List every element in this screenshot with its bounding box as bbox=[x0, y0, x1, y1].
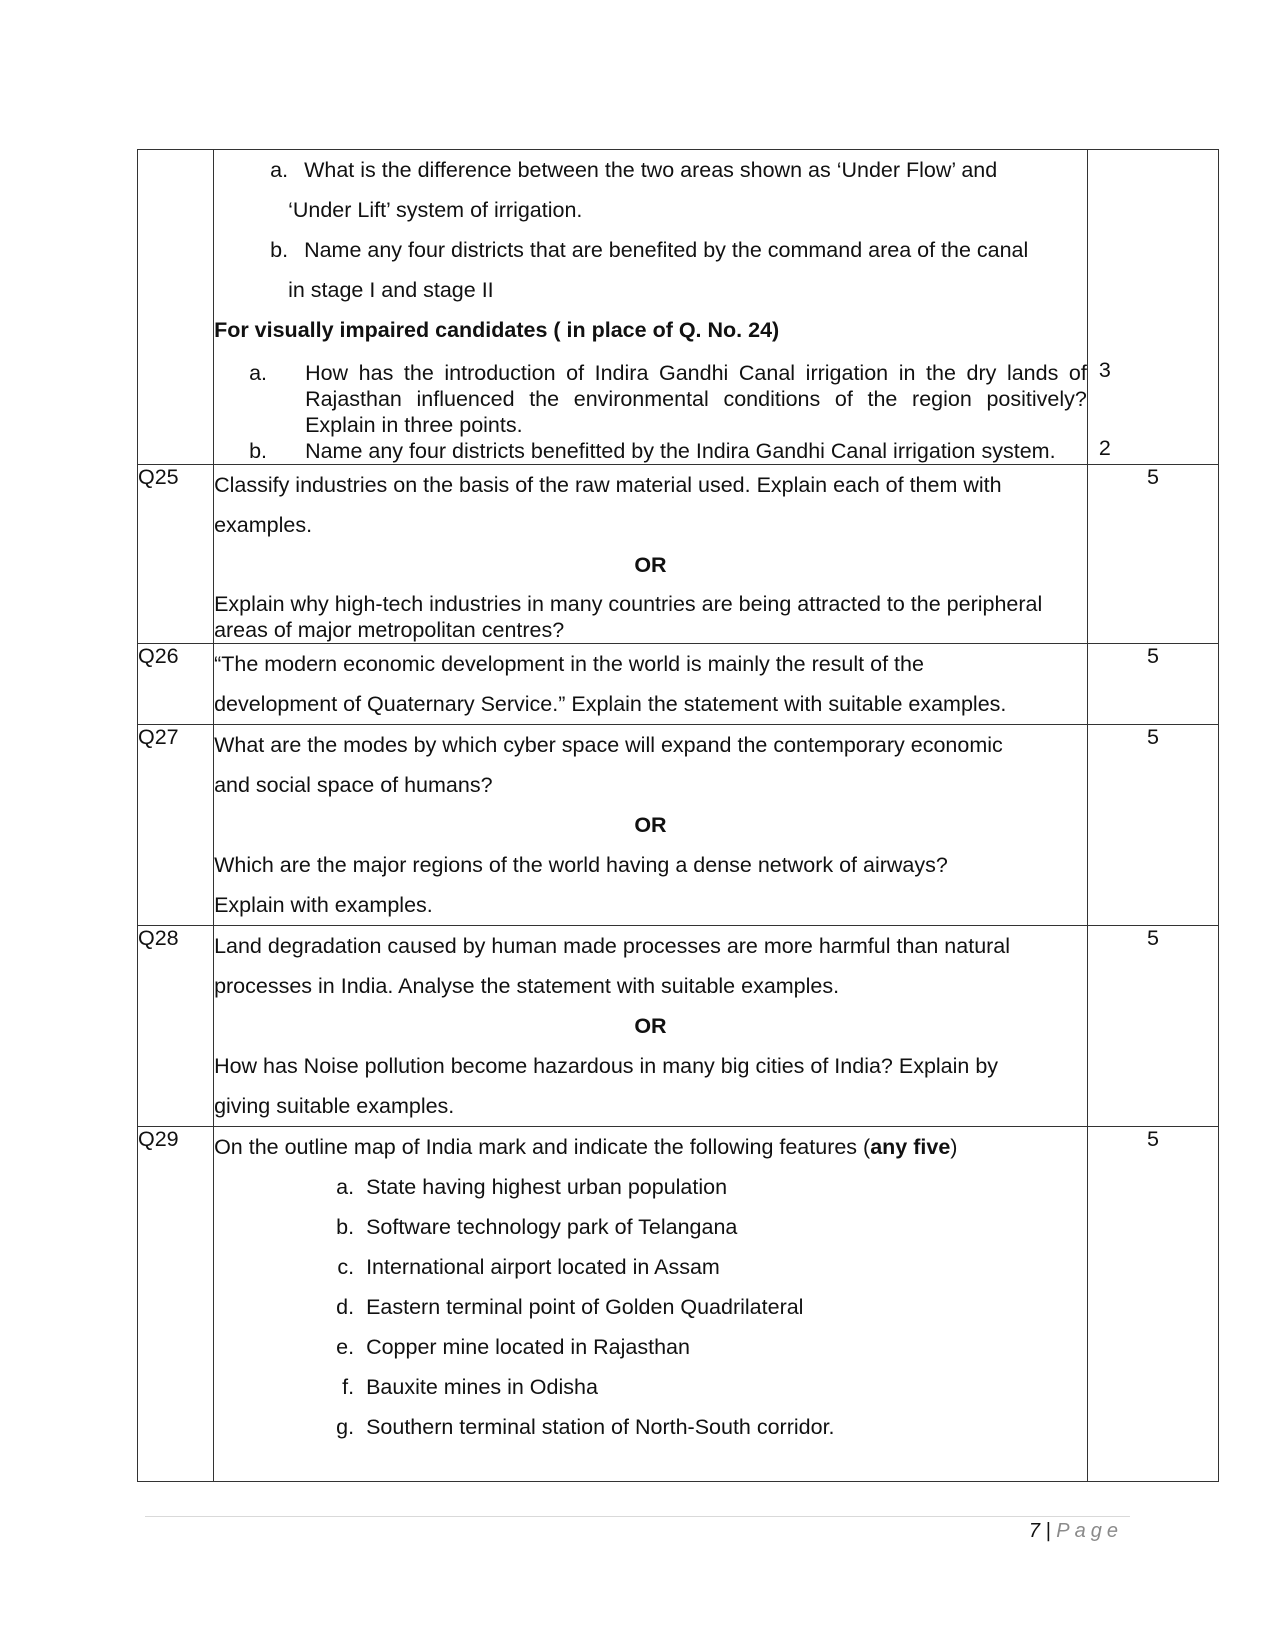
q24-part-a: a. What is the difference between the two areas shown as ‘Under Flow’ and ‘Under Lift’ system of irrigation. bbox=[214, 150, 1087, 230]
question-number: Q26 bbox=[138, 644, 214, 725]
list-item: a. State having highest urban population bbox=[336, 1175, 728, 1199]
question-row-q29 bbox=[138, 1127, 1219, 1482]
question-row-q28 bbox=[138, 926, 1219, 1127]
vi-part-b-marks: 2 bbox=[1098, 436, 1111, 460]
marks: 5 bbox=[1087, 1127, 1218, 1482]
vi-part-a: a. How has the introduction of Indira Gandhi Canal irrigation in the dry lands of Rajasthan influenced the environmental conditions of the region positively? Explain in three points. bbox=[249, 361, 1087, 437]
marks-cell bbox=[1087, 150, 1218, 465]
or-divider: OR bbox=[634, 553, 667, 577]
questions-table bbox=[137, 149, 1219, 1482]
vi-part-a-marks: 3 bbox=[1098, 358, 1111, 382]
q24-continued-row bbox=[138, 150, 1219, 465]
list-item: e. Copper mine located in Rajasthan bbox=[336, 1335, 690, 1359]
or-divider: OR bbox=[634, 1014, 667, 1038]
footer-divider bbox=[145, 1516, 1130, 1517]
question-row-q27 bbox=[138, 725, 1219, 926]
question-number: Q28 bbox=[138, 926, 214, 1127]
marks: 5 bbox=[1087, 465, 1218, 644]
footer-separator: | bbox=[1045, 1520, 1051, 1542]
list-item: f. Bauxite mines in Odisha bbox=[342, 1375, 598, 1399]
vi-part-b: b. Name any four districts benefitted by the Indira Gandhi Canal irrigation system. bbox=[249, 439, 1056, 463]
part-label: a. bbox=[270, 158, 289, 182]
features-list bbox=[214, 1167, 1087, 1447]
question-row-q26 bbox=[138, 644, 1219, 725]
page-number: 7 bbox=[1028, 1520, 1040, 1542]
marks: 5 bbox=[1087, 725, 1218, 926]
question-number-cell bbox=[138, 150, 214, 465]
question-number: Q29 bbox=[138, 1127, 214, 1482]
marks: 5 bbox=[1087, 926, 1218, 1127]
question-text-cell: Land degradation caused by human made processes are more harmful than natural processes in India. Analyse the statement with suitable examples. OR How has Noise pollution become hazardous in many big cities of India? Explain by giving suitable examples. bbox=[214, 926, 1088, 1127]
visually-impaired-heading: For visually impaired candidates ( in place of Q. No. 24) bbox=[214, 318, 780, 342]
list-item: b. Software technology park of Telangana bbox=[336, 1215, 738, 1239]
page-label: Page bbox=[1056, 1520, 1123, 1542]
question-number: Q27 bbox=[138, 725, 214, 926]
q24-part-b: b. Name any four districts that are benefited by the command area of the canal in stage I and stage II bbox=[214, 230, 1087, 310]
page-footer bbox=[1029, 1520, 1123, 1543]
question-text-cell: What are the modes by which cyber space will expand the contemporary economic and social space of humans? OR Which are the major regions of the world having a dense network of airways? Explain with examples. bbox=[214, 725, 1088, 926]
question-text-cell bbox=[214, 1127, 1088, 1482]
list-item: g. Southern terminal station of North-South corridor. bbox=[336, 1415, 835, 1439]
question-intro: On the outline map of India mark and indicate the following features (any five) bbox=[214, 1135, 958, 1159]
marks: 5 bbox=[1087, 644, 1218, 725]
alternative-question: Explain why high-tech industries in many countries are being attracted to the peripheral areas of major metropolitan centres? bbox=[214, 592, 1043, 642]
question-row-q25 bbox=[138, 465, 1219, 644]
or-divider: OR bbox=[634, 813, 667, 837]
question-text-cell: “The modern economic development in the world is mainly the result of the development of Quaternary Service.” Explain the statement with suitable examples. bbox=[214, 644, 1088, 725]
question-number: Q25 bbox=[138, 465, 214, 644]
list-item: c. International airport located in Assam bbox=[337, 1255, 720, 1279]
question-text-cell bbox=[214, 150, 1088, 465]
part-label: b. bbox=[270, 238, 289, 262]
question-text-cell: Classify industries on the basis of the raw material used. Explain each of them with examples. OR Explain why high-tech industries in many countries are being attracted to the peripheral areas of major metropolitan centres? bbox=[214, 465, 1088, 644]
list-item: d. Eastern terminal point of Golden Quadrilateral bbox=[336, 1295, 804, 1319]
